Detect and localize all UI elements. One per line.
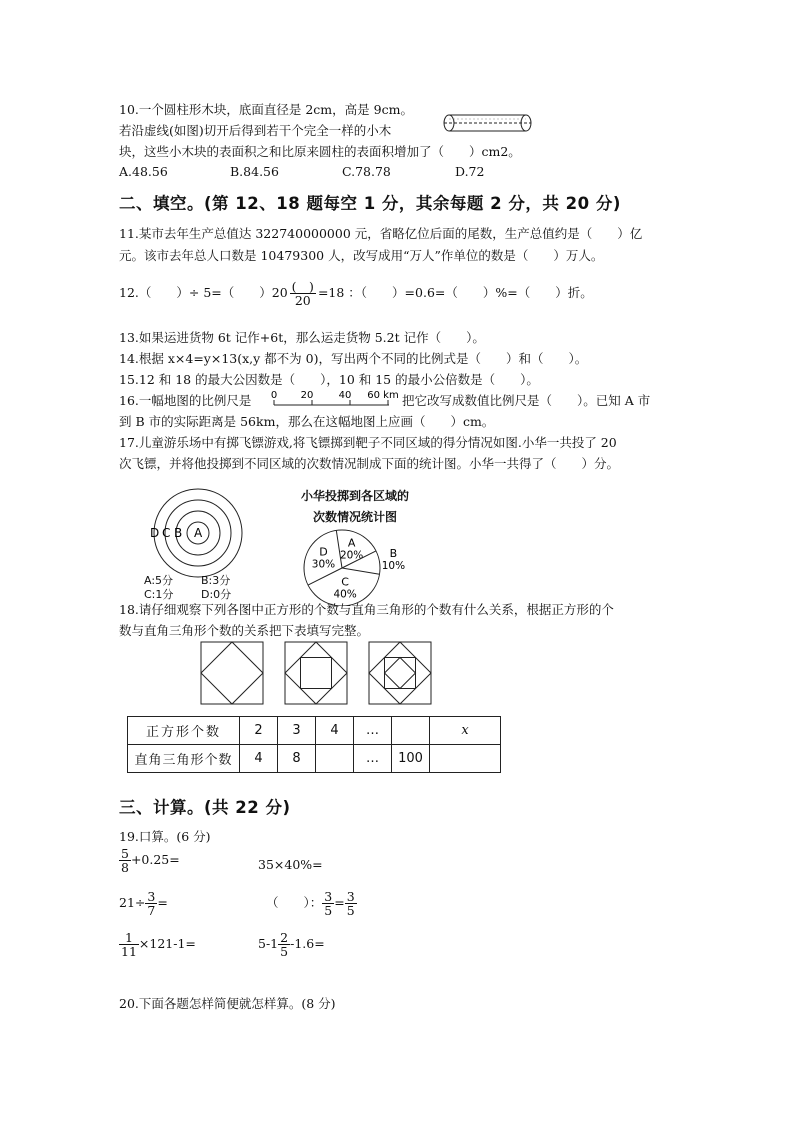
q10-line3: 块，这些小木块的表面积之和比原来圆柱的表面积增加了（ ）cm2。	[119, 144, 521, 159]
table-cell[interactable]	[316, 745, 354, 773]
target-label-c: C	[162, 526, 171, 540]
q10-option-d: D.72	[455, 164, 485, 179]
section2-title: 二、填空。(第 12、18 题每空 1 分，其余每题 2 分，共 20 分)	[119, 194, 621, 213]
q12-fraction	[290, 280, 316, 307]
scale-tick-0: 0	[271, 390, 278, 401]
square-pattern-figures	[200, 641, 432, 707]
q17-line2: 次飞镖，并将他投掷到不同区域的次数情况制成下面的统计图。小华一共得了（ ）分。	[119, 456, 620, 471]
figure-1	[201, 642, 263, 704]
pie-slice-d-edge	[308, 568, 342, 585]
pie-label-c: C	[341, 575, 349, 589]
q19-expr-1: $\frac{5}{8}$ +0.25=	[121, 846, 180, 876]
pie-value-b: 10%	[381, 560, 406, 573]
table-cell: 2	[240, 717, 278, 745]
pie-value-d: 30%	[311, 558, 336, 571]
q19-expr-5: $\frac{1}{11}$ ×121-1=	[121, 930, 196, 960]
q18-line2: 数与直角三角形个数的关系把下表填写完整。	[119, 623, 370, 638]
q11-line2: 元。该市去年总人口数是 10479300 人，改写成用“万人”作单位的数是（ ）万人。	[119, 248, 604, 263]
score-b: B:3分	[201, 574, 231, 587]
q10-option-a: A.48.56	[119, 164, 168, 179]
score-c: C:1分	[144, 588, 174, 601]
q12	[119, 280, 593, 307]
scale-tick-20: 20	[300, 390, 314, 401]
q13: 13.如果运进货物 6t 记作+6t，那么运走货物 5.2t 记作（ ）。	[119, 330, 485, 345]
table-row	[128, 717, 501, 745]
scale-tick-60: 60 km	[367, 390, 399, 401]
q19-expr-6: 5-1 $\frac{2}{5}$ -1.6=	[258, 930, 325, 960]
q11-line1: 11.某市去年生产总值达 322740000000 元，省略亿位后面的尾数，生产总值约是（ ）亿	[119, 226, 643, 241]
q12-part2: =18 ：（ ）=0.6=（ ）%=（ ）折。	[317, 285, 593, 301]
table-header-triangles: 直角三角形个数	[128, 745, 240, 773]
table-cell: 8	[278, 745, 316, 773]
pie-slice-c-edge	[342, 568, 379, 574]
pie-label-d: D	[319, 545, 328, 559]
q16-line2: 到 B 市的实际距离是 56km，那么在这幅地图上应画（ ）cm。	[119, 414, 495, 429]
scale-bar	[271, 386, 401, 410]
figure-2	[285, 642, 347, 704]
pie-value-c: 40%	[333, 588, 357, 601]
q19-title: 19.口算。(6 分)	[119, 829, 211, 844]
q10-option-b: B.84.56	[230, 164, 279, 179]
score-d: D:0分	[201, 588, 232, 601]
table-cell: 4	[240, 745, 278, 773]
table-cell: x	[430, 717, 501, 745]
q19-expr-4: （ ）： $\frac{3}{5}$ = $\frac{3}{5}$	[266, 889, 355, 919]
pie-value-a: 20%	[339, 549, 364, 562]
q17-line1: 17.儿童游乐场中有掷飞镖游戏,将飞镖掷到靶子不同区域的得分情况如图.小华一共投了 20	[119, 435, 617, 450]
q16-part2: 把它改写成数值比例尺是（ ）。已知 A 市	[402, 393, 651, 408]
target-label-b: B	[174, 526, 183, 540]
q16-part1: 16.一幅地图的比例尺是	[119, 393, 252, 408]
table-cell[interactable]	[392, 717, 430, 745]
section3-title: 三、计算。(共 22 分)	[119, 798, 291, 817]
q15: 15.12 和 18 的最大公因数是（ ），10 和 15 的最小公倍数是（ ）。	[119, 372, 539, 387]
target-label-a: A	[194, 526, 203, 540]
pie-chart	[300, 526, 420, 606]
q18-table	[127, 716, 501, 773]
pie-label-a: A	[347, 536, 356, 550]
figure-3	[369, 642, 431, 704]
pie-label-b: B	[389, 547, 398, 561]
chart-title-line1: 小华投掷到各区域的	[300, 489, 409, 503]
table-cell: 4	[316, 717, 354, 745]
table-row	[128, 745, 501, 773]
q10-option-c: C.78.78	[342, 164, 391, 179]
table-cell: 100	[392, 745, 430, 773]
table-cell[interactable]	[430, 745, 501, 773]
table-cell: 3	[278, 717, 316, 745]
q12-part1: 12.（ ）÷ 5=（ ）20	[119, 285, 288, 301]
q12-frac-den: 20	[294, 293, 311, 309]
table-cell: …	[354, 745, 392, 773]
cylinder-figure	[442, 112, 534, 134]
q14: 14.根据 x×4=y×13(x,y 都不为 0)，写出两个不同的比例式是（ ）和（ ）。	[119, 351, 588, 366]
scale-tick-40: 40	[338, 390, 352, 401]
q19-expr-2: 35×40%=	[258, 857, 323, 872]
table-cell: …	[354, 717, 392, 745]
q20: 20.下面各题怎样简便就怎样算。(8 分)	[119, 996, 336, 1011]
q19-expr-3: 21÷ $\frac{3}{7}$ =	[119, 889, 168, 919]
target-label-d: D	[150, 526, 160, 540]
q10-line1: 10.一个圆柱形木块，底面直径是 2cm，高是 9cm。	[119, 102, 413, 117]
chart-title-line2: 次数情况统计图	[312, 510, 397, 524]
q18-line1: 18.请仔细观察下列各图中正方形的个数与直角三角形的个数有什么关系，根据正方形的个	[119, 602, 614, 617]
table-header-squares: 正方形个数	[128, 717, 240, 745]
q10-line2: 若沿虚线(如图)切开后得到若干个完全一样的小木	[119, 123, 392, 138]
score-a: A:5分	[144, 574, 174, 587]
q12-frac-num: ( )	[291, 279, 314, 294]
